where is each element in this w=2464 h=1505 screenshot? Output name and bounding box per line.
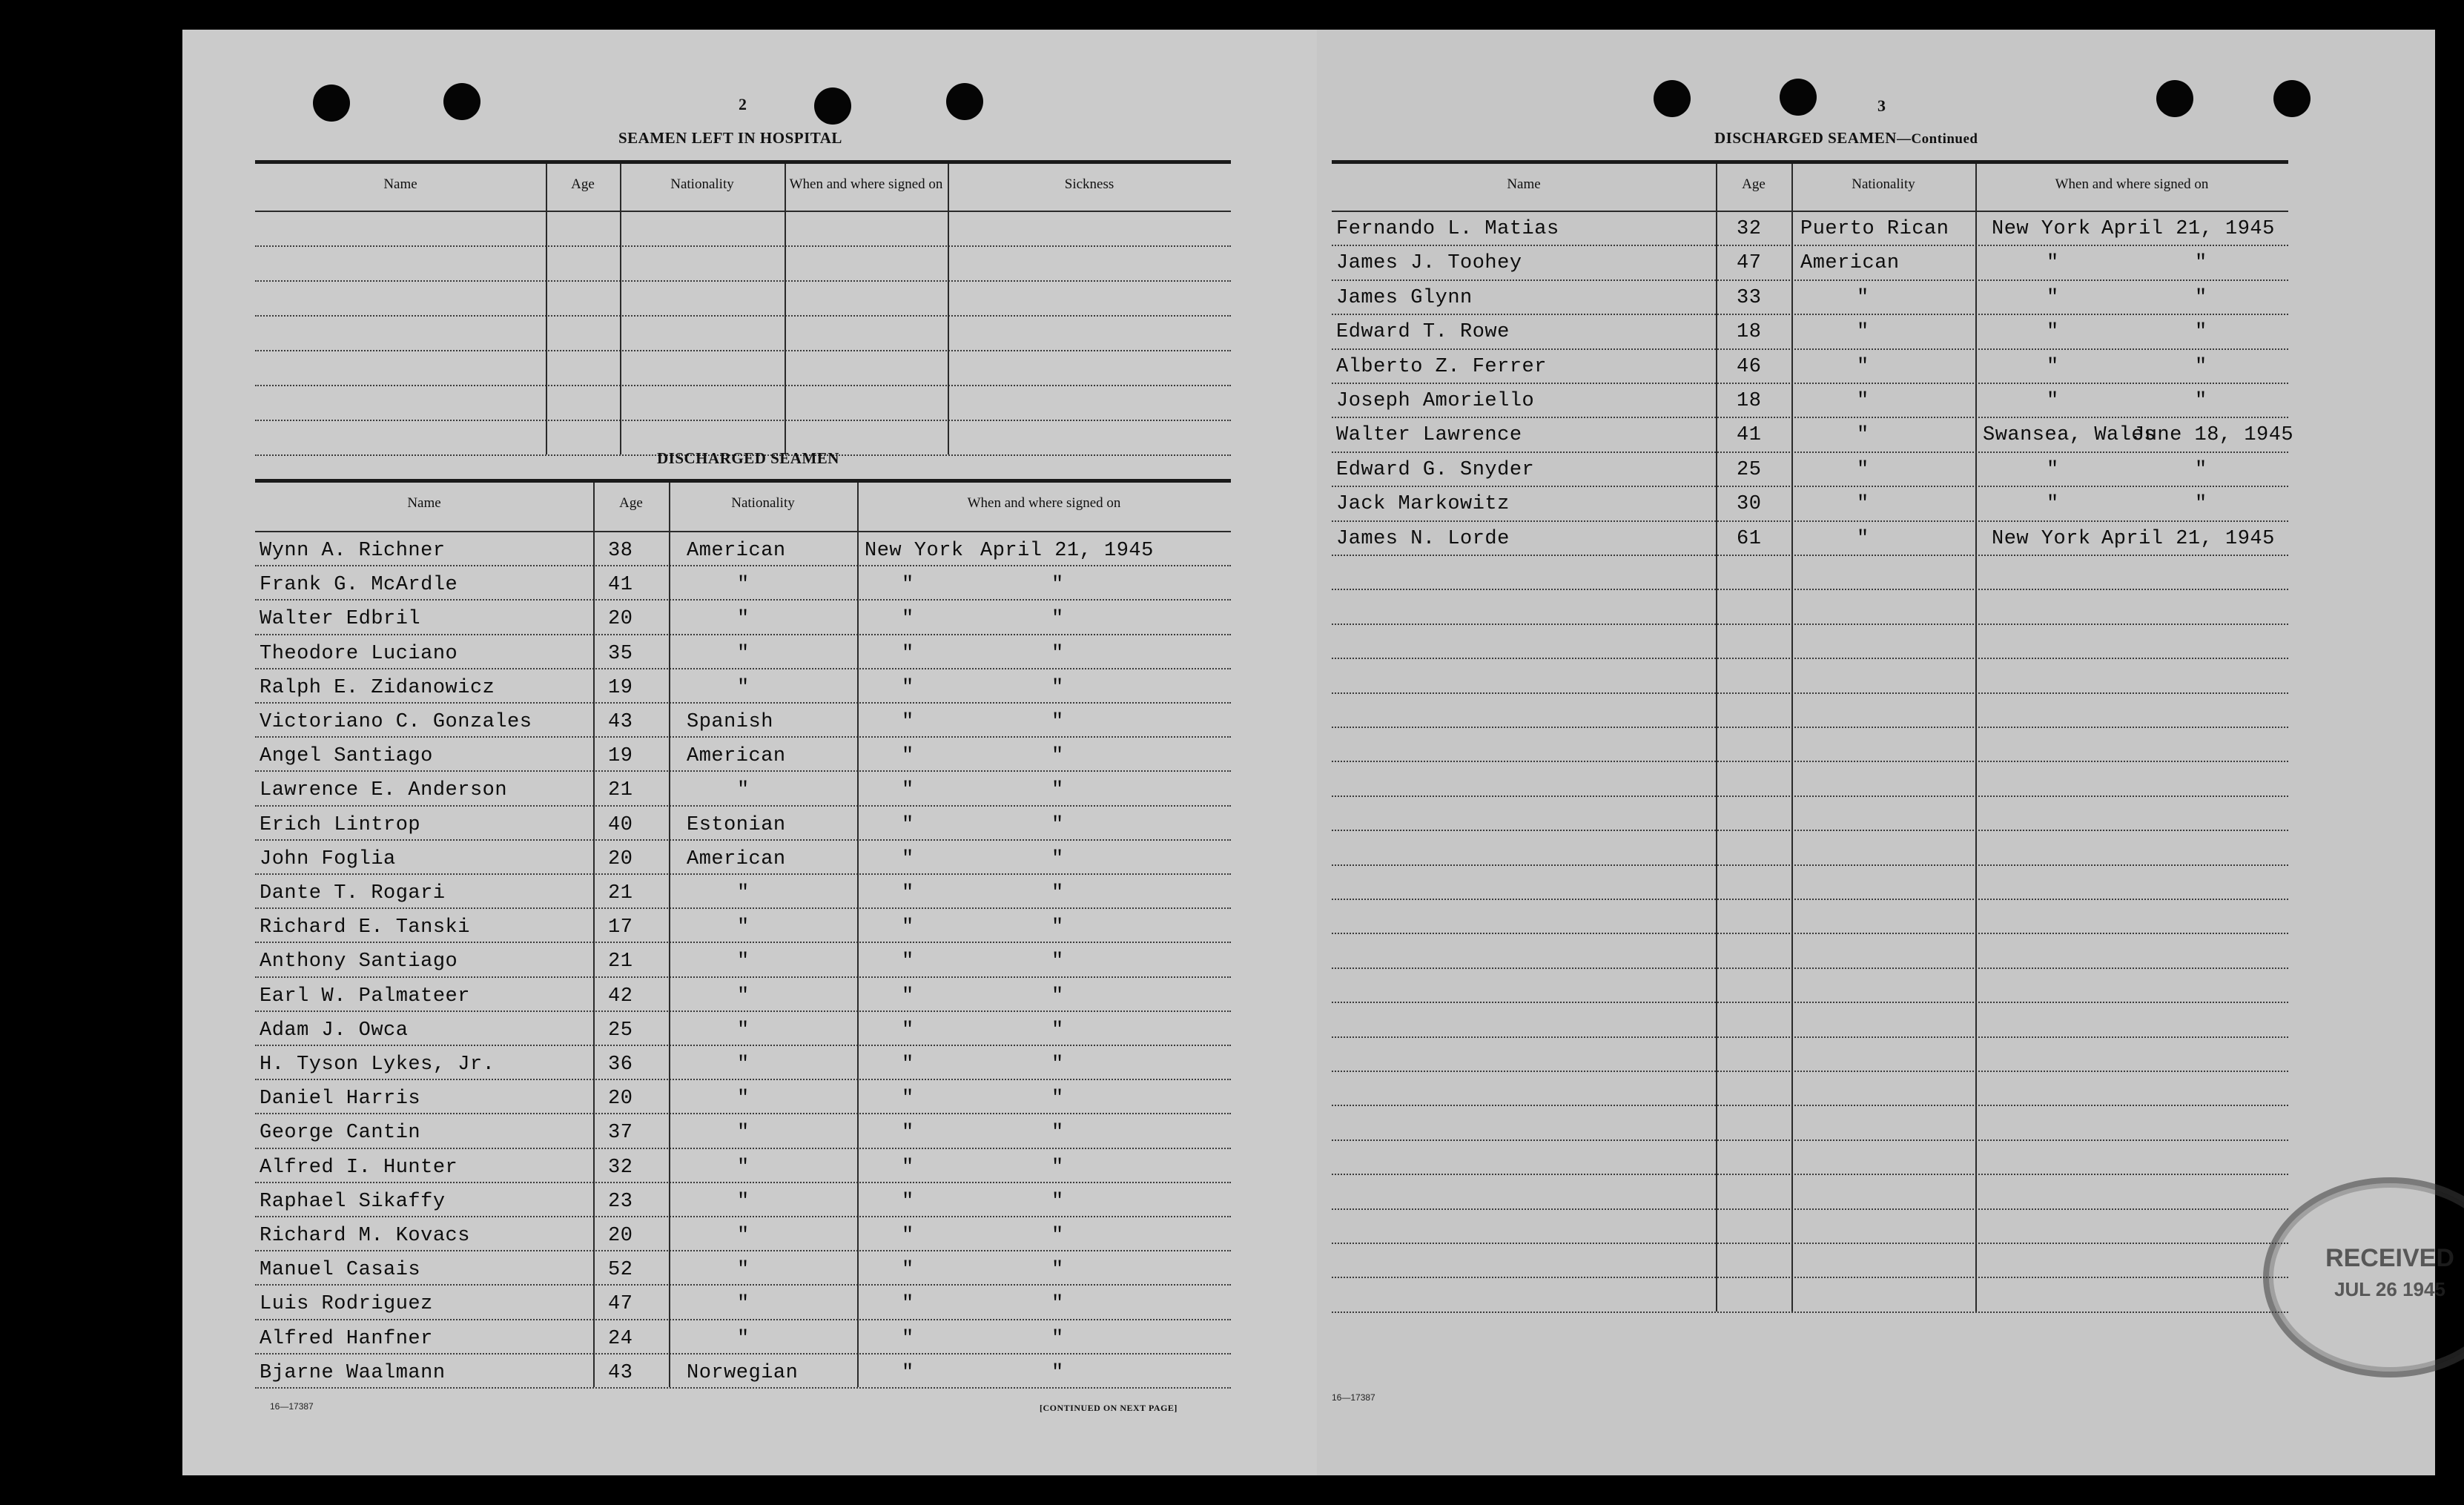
crew-age: 47 [608,1293,633,1316]
signed-date: " [1051,745,1064,768]
row-rule [1332,348,2288,350]
crew-age: 19 [608,676,633,699]
crew-age: 41 [608,574,633,597]
row-rule [255,770,1231,772]
row-rule [255,1319,1231,1320]
signed-date: April 21, 1945 [2101,218,2275,240]
crew-nationality: " [737,950,750,973]
crew-nationality: Estonian [687,813,786,836]
crew-nationality: American [687,847,786,870]
crew-name: Anthony Santiago [260,950,458,973]
signed-place: New York [1992,218,2091,240]
crew-name: James J. Toohey [1336,252,1522,275]
crew-age: 21 [608,779,633,802]
row-rule [1332,1243,2288,1244]
crew-name: Earl W. Palmateer [260,985,470,1008]
crew-name: Angel Santiago [260,745,433,768]
page-number: 2 [739,95,747,113]
row-rule [1332,899,2288,900]
table-header-rule [1332,211,2288,212]
section-title-main: DISCHARGED SEAMEN [1714,129,1897,147]
crew-age: 25 [1737,458,1762,481]
column-divider [546,164,547,454]
crew-name: Wynn A. Richner [260,540,446,562]
crew-nationality: " [737,642,750,665]
signed-place: " [902,676,914,699]
signed-place: " [902,642,914,665]
row-rule [1332,589,2288,590]
page-number: 3 [1877,96,1886,115]
row-rule [1332,555,2288,556]
signed-date: " [1051,882,1064,904]
column-divider [785,164,786,454]
punch-hole [1654,80,1691,117]
row-rule [1332,1312,2288,1313]
signed-place: " [902,1054,914,1076]
punch-hole [814,87,851,125]
crew-age: 18 [1737,321,1762,344]
crew-nationality: Puerto Rican [1800,218,1949,240]
signed-date: " [1051,1190,1064,1213]
signed-date: April 21, 1945 [980,540,1154,562]
row-rule [1332,968,2288,969]
signed-place: New York [1992,527,2091,550]
signed-place: " [902,1361,914,1384]
crew-age: 41 [1737,424,1762,447]
crew-nationality: " [737,574,750,597]
crew-age: 21 [608,882,633,904]
crew-name: Richard E. Tanski [260,916,470,939]
row-rule [255,1250,1231,1251]
hospital-section-title: SEAMEN LEFT IN HOSPITAL [618,129,842,147]
row-rule [1332,658,2288,659]
column-header: Nationality [1852,176,1915,192]
row-rule [255,634,1231,635]
row-rule [255,873,1231,875]
crew-name: Edward T. Rowe [1336,321,1510,344]
signed-date: April 21, 1945 [2101,527,2275,550]
signed-date: " [2195,390,2207,412]
row-rule [255,668,1231,669]
row-rule [1332,1174,2288,1175]
table-top-rule [255,479,1231,483]
crew-nationality: " [737,1259,750,1282]
crew-name: Ralph E. Zidanowicz [260,676,495,699]
row-rule [1332,796,2288,797]
row-rule [255,1010,1231,1012]
row-rule [1332,933,2288,934]
signed-place: " [902,847,914,870]
signed-place: " [2047,286,2059,309]
row-rule [255,1148,1231,1149]
continued-note: [CONTINUED ON NEXT PAGE] [1040,1403,1177,1413]
row-rule [255,736,1231,738]
signed-date: " [1051,1156,1064,1179]
column-header: When and where signed on [2055,176,2209,192]
signed-date: " [1051,676,1064,699]
punch-hole [2273,80,2311,117]
crew-nationality: " [1857,390,1869,412]
crew-age: 43 [608,711,633,733]
crew-age: 32 [608,1156,633,1179]
signed-place: " [902,1190,914,1213]
crew-age: 61 [1737,527,1762,550]
received-stamp [2263,1177,2464,1377]
signed-date: " [1051,1259,1064,1282]
row-rule [255,385,1231,386]
row-rule [255,315,1231,317]
row-rule [1332,1208,2288,1210]
crew-name: Edward G. Snyder [1336,458,1535,481]
column-header: Name [407,495,441,511]
signed-place: " [902,1259,914,1282]
crew-nationality: " [737,779,750,802]
crew-name: H. Tyson Lykes, Jr. [260,1054,495,1076]
column-divider [1716,164,1717,1312]
discharged-section-title: DISCHARGED SEAMEN [657,449,839,467]
row-rule [1332,624,2288,625]
column-divider [593,483,595,1387]
column-divider [620,164,621,454]
signed-date: " [1051,813,1064,836]
crew-age: 46 [1737,355,1762,378]
signed-date: " [1051,1225,1064,1247]
column-header: When and where signed on [967,495,1121,511]
signed-place: " [2047,252,2059,275]
row-rule [255,1216,1231,1217]
signed-place: " [2047,355,2059,378]
column-divider [1791,164,1793,1312]
signed-place: New York [865,540,964,562]
stamp-text: RECEIVED [2325,1244,2454,1272]
signed-place: " [902,1225,914,1247]
row-rule [255,702,1231,704]
signed-place: " [902,1088,914,1111]
section-title-suffix: —Continued [1896,131,1978,147]
column-header: Nationality [731,495,795,511]
signed-date: " [1051,779,1064,802]
row-rule [1332,520,2288,522]
signed-date: " [2195,355,2207,378]
stamp-date: JUL 26 1945 [2334,1278,2445,1300]
crew-nationality: " [737,1293,750,1316]
crew-name: Joseph Amoriello [1336,390,1535,412]
crew-age: 18 [1737,390,1762,412]
signed-date: " [1051,1293,1064,1316]
signed-date: " [1051,916,1064,939]
crew-nationality: " [1857,321,1869,344]
crew-name: Lawrence E. Anderson [260,779,508,802]
signed-place: Swansea, Wales [1983,424,2156,447]
crew-name: Raphael Sikaffy [260,1190,446,1213]
crew-age: 47 [1737,252,1762,275]
row-rule [255,976,1231,978]
row-rule [255,565,1231,566]
table-top-rule [1332,160,2288,164]
column-header: Age [619,495,643,511]
crew-age: 20 [608,608,633,631]
signed-date: " [2195,252,2207,275]
row-rule [255,1284,1231,1286]
signed-place: " [2047,321,2059,344]
signed-place: " [902,985,914,1008]
table-header-rule [255,211,1231,212]
crew-nationality: " [737,1156,750,1179]
crew-nationality: " [1857,527,1869,550]
crew-nationality: " [737,985,750,1008]
crew-nationality: " [737,882,750,904]
row-rule [255,805,1231,807]
crew-nationality: " [737,1019,750,1042]
crew-name: Bjarne Waalmann [260,1361,446,1384]
row-rule [1332,1002,2288,1003]
crew-nationality: Norwegian [687,1361,799,1384]
crew-name: John Foglia [260,847,396,870]
crew-age: 40 [608,813,633,836]
punch-hole [2156,80,2193,117]
column-header: Sickness [1064,176,1114,192]
crew-name: Alfred I. Hunter [260,1156,458,1179]
crew-age: 36 [608,1054,633,1076]
signed-date: June 18, 1945 [2133,424,2294,447]
crew-name: Luis Rodriguez [260,1293,433,1316]
crew-name: Alberto Z. Ferrer [1336,355,1547,378]
crew-nationality: " [1857,458,1869,481]
signed-place: " [2047,390,2059,412]
crew-age: 38 [608,540,633,562]
crew-name: Walter Edbril [260,608,421,631]
crew-name: Victoriano C. Gonzales [260,711,532,733]
crew-age: 25 [608,1019,633,1042]
right-page [1317,30,2454,1475]
signed-date: " [2195,458,2207,481]
column-header: Nationality [670,176,734,192]
punch-hole [443,83,480,120]
signed-date: " [2195,321,2207,344]
signed-place: " [902,779,914,802]
row-rule [255,1079,1231,1080]
signed-place: " [902,1122,914,1145]
crew-age: 23 [608,1190,633,1213]
row-rule [1332,727,2288,728]
crew-nationality: " [737,1225,750,1247]
row-rule [255,1113,1231,1114]
crew-age: 52 [608,1259,633,1282]
signed-place: " [902,711,914,733]
signed-date: " [1051,1361,1064,1384]
row-rule [255,245,1231,247]
column-divider [857,483,859,1387]
signed-date: " [1051,1327,1064,1350]
crew-nationality: " [737,608,750,631]
crew-nationality: " [737,1122,750,1145]
column-header: When and where signed on [789,176,943,192]
row-rule [1332,1140,2288,1141]
signed-place: " [902,574,914,597]
row-rule [1332,245,2288,246]
crew-age: 21 [608,950,633,973]
signed-place: " [902,813,914,836]
signed-date: " [1051,847,1064,870]
form-number: 16—17387 [1332,1392,1375,1403]
row-rule [1332,1036,2288,1038]
row-rule [1332,383,2288,384]
row-rule [255,1353,1231,1354]
crew-name: Theodore Luciano [260,642,458,665]
column-divider [669,483,670,1387]
signed-place: " [902,1293,914,1316]
signed-place: " [902,608,914,631]
signed-date: " [2195,286,2207,309]
row-rule [1332,830,2288,831]
column-header: Name [1507,176,1541,192]
crew-name: Adam J. Owca [260,1019,409,1042]
crew-name: Jack Markowitz [1336,493,1510,516]
crew-name: Dante T. Rogari [260,882,446,904]
row-rule [255,350,1231,351]
column-header: Age [1742,176,1766,192]
crew-age: 20 [608,1088,633,1111]
crew-age: 17 [608,916,633,939]
signed-date: " [1051,711,1064,733]
crew-age: 20 [608,847,633,870]
crew-name: Alfred Hanfner [260,1327,433,1350]
row-rule [1332,314,2288,315]
signed-date: " [1051,950,1064,973]
row-rule [1332,280,2288,281]
crew-nationality: Spanish [687,711,773,733]
crew-age: 19 [608,745,633,768]
signed-date: " [2195,493,2207,516]
crew-name: Daniel Harris [260,1088,421,1111]
signed-place: " [902,745,914,768]
table-header-rule [255,531,1231,532]
crew-nationality: " [737,916,750,939]
signed-date: " [1051,642,1064,665]
table-top-rule [255,160,1231,164]
crew-age: 30 [1737,493,1762,516]
crew-name: George Cantin [260,1122,421,1145]
crew-name: James Glynn [1336,286,1473,309]
row-rule [1332,761,2288,762]
crew-age: 37 [608,1122,633,1145]
row-rule [255,1182,1231,1183]
row-rule [255,1387,1231,1389]
crew-age: 35 [608,642,633,665]
punch-hole [313,85,350,122]
row-rule [255,1045,1231,1046]
signed-place: " [902,1327,914,1350]
crew-name: Frank G. McArdle [260,574,458,597]
signed-date: " [1051,608,1064,631]
row-rule [255,420,1231,421]
crew-nationality: " [737,676,750,699]
crew-name: Walter Lawrence [1336,424,1522,447]
continued-section-title [1714,129,1978,148]
crew-age: 33 [1737,286,1762,309]
crew-age: 43 [608,1361,633,1384]
crew-nationality: American [1800,252,1900,275]
crew-age: 32 [1737,218,1762,240]
column-divider [948,164,949,454]
form-number: 16—17387 [270,1401,314,1412]
column-header: Age [571,176,595,192]
scanned-manifest [182,30,2454,1475]
signed-date: " [1051,1122,1064,1145]
row-rule [1332,864,2288,866]
row-rule [1332,1277,2288,1278]
signed-place: " [902,1019,914,1042]
crew-nationality: American [687,540,786,562]
crew-name: Manuel Casais [260,1259,421,1282]
row-rule [1332,1105,2288,1106]
signed-date: " [1051,1054,1064,1076]
signed-place: " [902,916,914,939]
crew-name: James N. Lorde [1336,527,1510,550]
signed-place: " [2047,458,2059,481]
crew-nationality: " [1857,355,1869,378]
row-rule [255,942,1231,943]
crew-nationality: " [737,1327,750,1350]
row-rule [1332,417,2288,418]
row-rule [255,599,1231,601]
left-page [182,30,1317,1475]
crew-nationality: " [1857,424,1869,447]
row-rule [255,907,1231,909]
column-divider [1975,164,1977,1312]
row-rule [1332,1071,2288,1072]
crew-age: 20 [608,1225,633,1247]
row-rule [1332,692,2288,694]
signed-date: " [1051,574,1064,597]
crew-nationality: " [737,1054,750,1076]
crew-nationality: American [687,745,786,768]
signed-date: " [1051,985,1064,1008]
crew-nationality: " [1857,286,1869,309]
signed-place: " [902,1156,914,1179]
crew-name: Erich Lintrop [260,813,421,836]
signed-date: " [1051,1019,1064,1042]
crew-age: 24 [608,1327,633,1350]
crew-age: 42 [608,985,633,1008]
row-rule [255,280,1231,282]
crew-name: Richard M. Kovacs [260,1225,470,1247]
signed-place: " [2047,493,2059,516]
row-rule [1332,452,2288,453]
signed-place: " [902,882,914,904]
column-header: Name [383,176,417,192]
crew-nationality: " [737,1088,750,1111]
crew-nationality: " [1857,493,1869,516]
row-rule [255,839,1231,841]
crew-name: Fernando L. Matias [1336,218,1559,240]
crew-nationality: " [737,1190,750,1213]
row-rule [1332,486,2288,487]
signed-date: " [1051,1088,1064,1111]
punch-hole [946,83,983,120]
punch-hole [1780,79,1817,116]
signed-place: " [902,950,914,973]
